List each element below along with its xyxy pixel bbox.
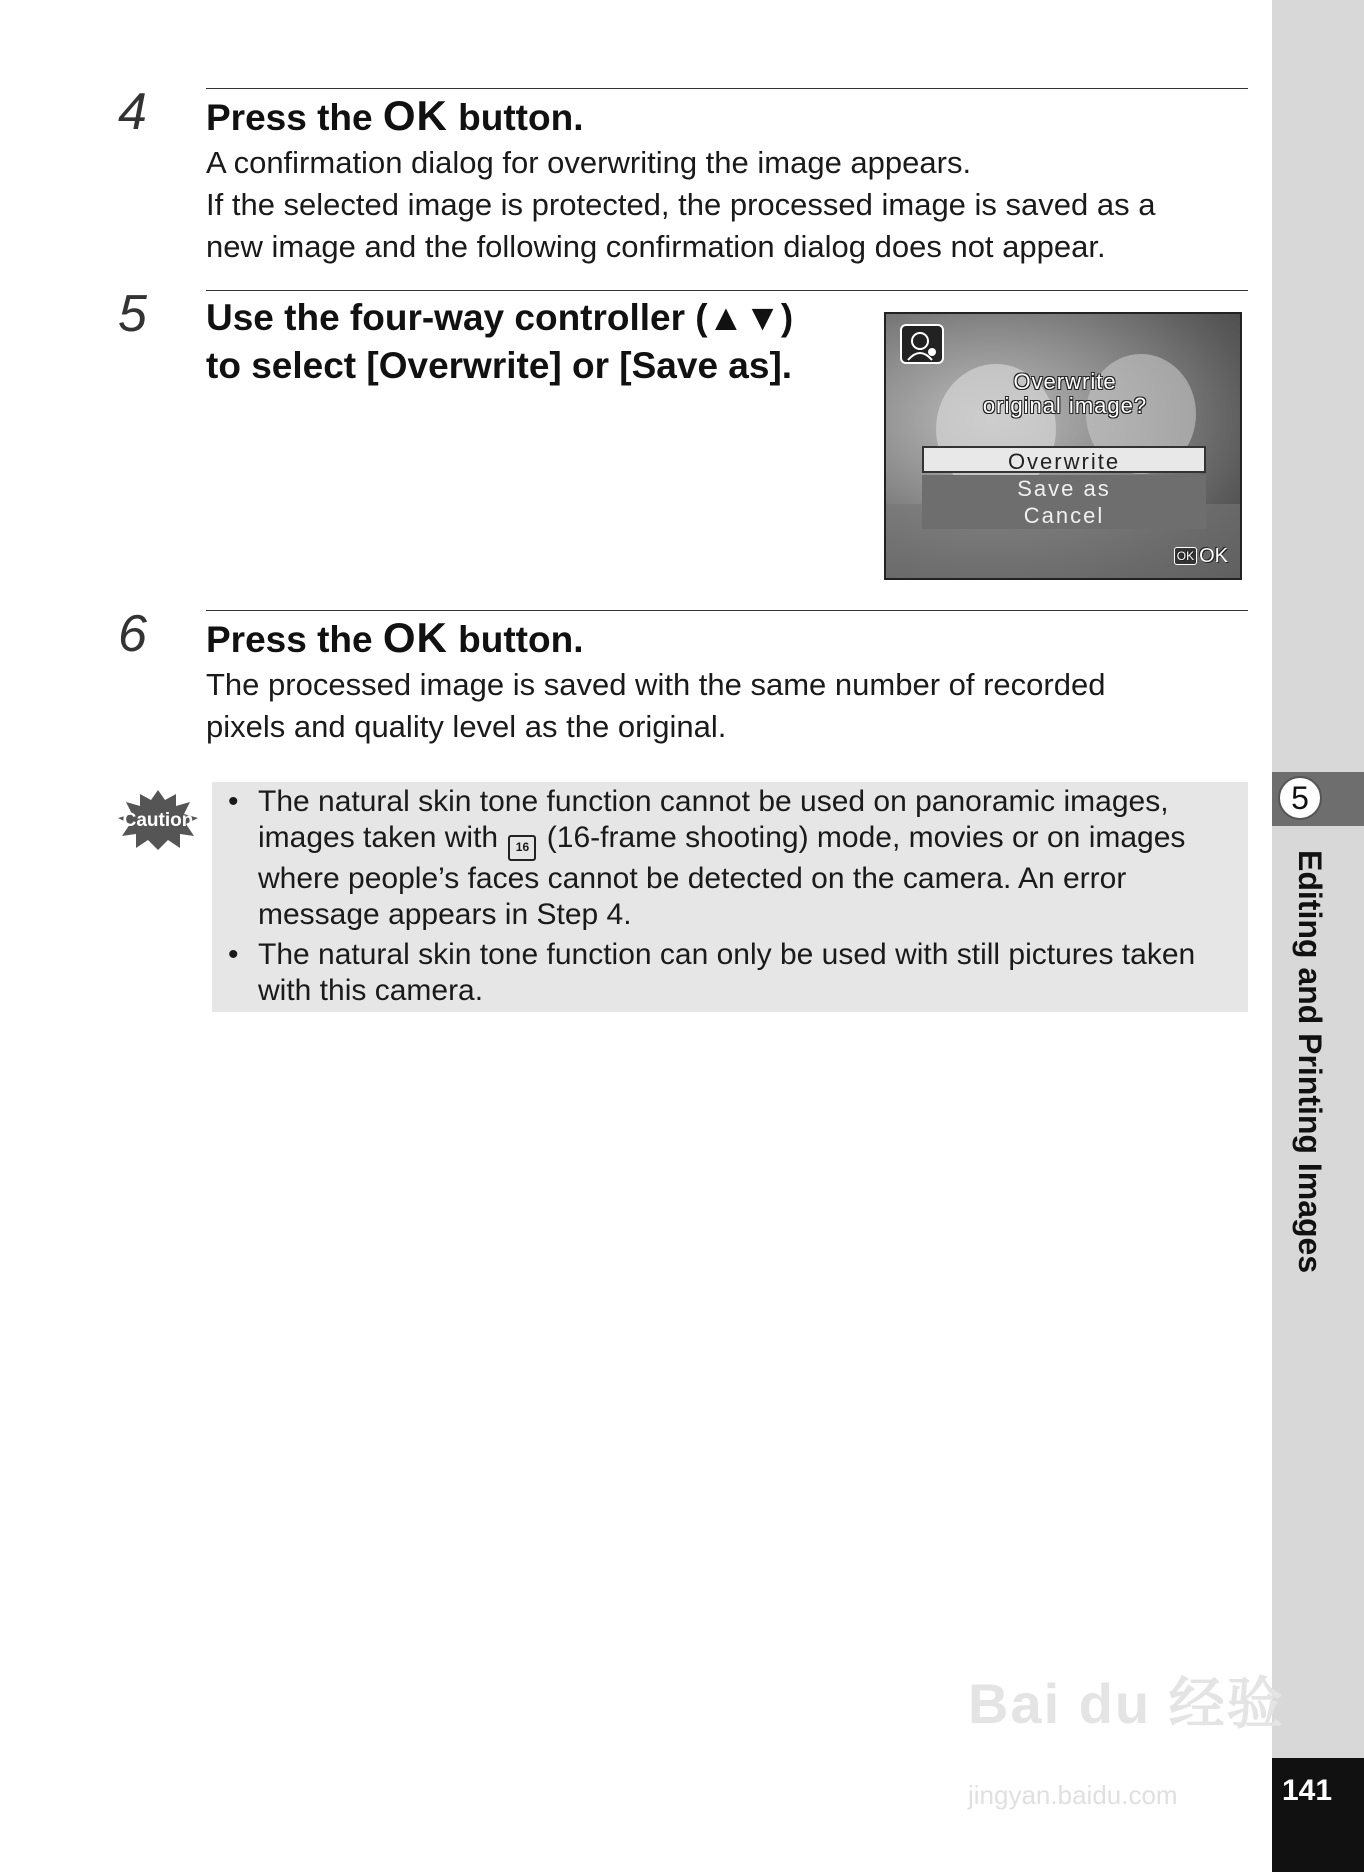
caution-label: Caution	[122, 810, 194, 831]
caution-item-1	[228, 784, 1238, 933]
ok-hint-label: OK	[1199, 545, 1228, 567]
baidu-watermark-url: jingyan.baidu.com	[968, 1780, 1178, 1810]
bullet: •	[228, 785, 239, 818]
caution-item-1-line-2	[258, 820, 1238, 861]
chapter-number: 5	[1278, 776, 1322, 820]
step-4-rule	[206, 88, 1248, 89]
caution-item-1-line-2-pre: images taken with	[258, 821, 507, 854]
sixteen-frame-icon: 16	[508, 835, 536, 861]
step-4-body	[206, 142, 1155, 268]
caution-item-2	[228, 937, 1238, 1009]
step-6-title	[206, 614, 583, 664]
step-4-body-line-2: If the selected image is protected, the processed image is saved as a	[206, 187, 1156, 222]
camera-screen	[884, 312, 1242, 580]
step-5-number: 5	[118, 285, 147, 343]
caution-item-2-line-2: with this camera.	[258, 974, 484, 1007]
page-number: 141	[1282, 1774, 1333, 1807]
ok-button-glyph: OK	[382, 614, 448, 661]
step-6-title-post: button.	[447, 619, 584, 660]
step-5-title	[206, 294, 793, 390]
prompt-line-1: Overwrite	[1013, 369, 1117, 394]
ok-hint	[1174, 545, 1228, 568]
overwrite-prompt	[886, 370, 1242, 418]
step-6-body-line-2: pixels and quality level as the original.	[206, 709, 727, 744]
step-5-rule	[206, 290, 1248, 291]
ok-button-glyph: OK	[382, 92, 448, 139]
caution-item-1-line-4: message appears in Step 4.	[258, 898, 632, 931]
bullet: •	[228, 938, 239, 971]
menu-option-cancel[interactable]: Cancel	[922, 502, 1206, 529]
caution-list	[228, 784, 1238, 1013]
step-4-title	[206, 92, 583, 142]
caution-item-2-line-1: The natural skin tone function can only be used with still pictures taken	[258, 938, 1196, 971]
prompt-line-2: original image?	[982, 393, 1148, 418]
step-4-number: 4	[118, 83, 147, 141]
baidu-watermark-logo: Bai du 经验	[968, 1672, 1285, 1735]
step-6-body-line-1: The processed image is saved with the same number of recorded	[206, 667, 1106, 702]
caution-item-1-line-1: The natural skin tone function cannot be used on panoramic images,	[258, 785, 1169, 818]
menu-option-save-as[interactable]: Save as	[922, 475, 1206, 502]
caution-burst-icon	[118, 790, 198, 850]
step-4-title-post: button.	[447, 97, 584, 138]
step-5-title-line-1: Use the four-way controller (▲▼)	[206, 297, 794, 338]
ok-box-icon: OK	[1174, 547, 1197, 565]
skin-tone-icon	[900, 324, 944, 364]
step-5-title-line-2: to select [Overwrite] or [Save as].	[206, 345, 793, 386]
step-6-body	[206, 664, 1105, 748]
step-4-title-pre: Press the	[206, 97, 383, 138]
caution-item-1-line-2-post: (16-frame shooting) mode, movies or on images	[538, 821, 1186, 854]
caution-badge	[118, 790, 198, 855]
step-6-title-pre: Press the	[206, 619, 383, 660]
step-4-body-line-3: new image and the following confirmation dialog does not appear.	[206, 229, 1106, 264]
menu-option-overwrite[interactable]: Overwrite	[922, 446, 1206, 473]
caution-item-1-line-3: where people’s faces cannot be detected on the camera. An error	[258, 862, 1127, 895]
step-6-number: 6	[118, 605, 147, 663]
chapter-title: Editing and Printing Images	[1292, 850, 1328, 1274]
step-6-rule	[206, 610, 1248, 611]
step-4-body-line-1: A confirmation dialog for overwriting the image appears.	[206, 145, 972, 180]
